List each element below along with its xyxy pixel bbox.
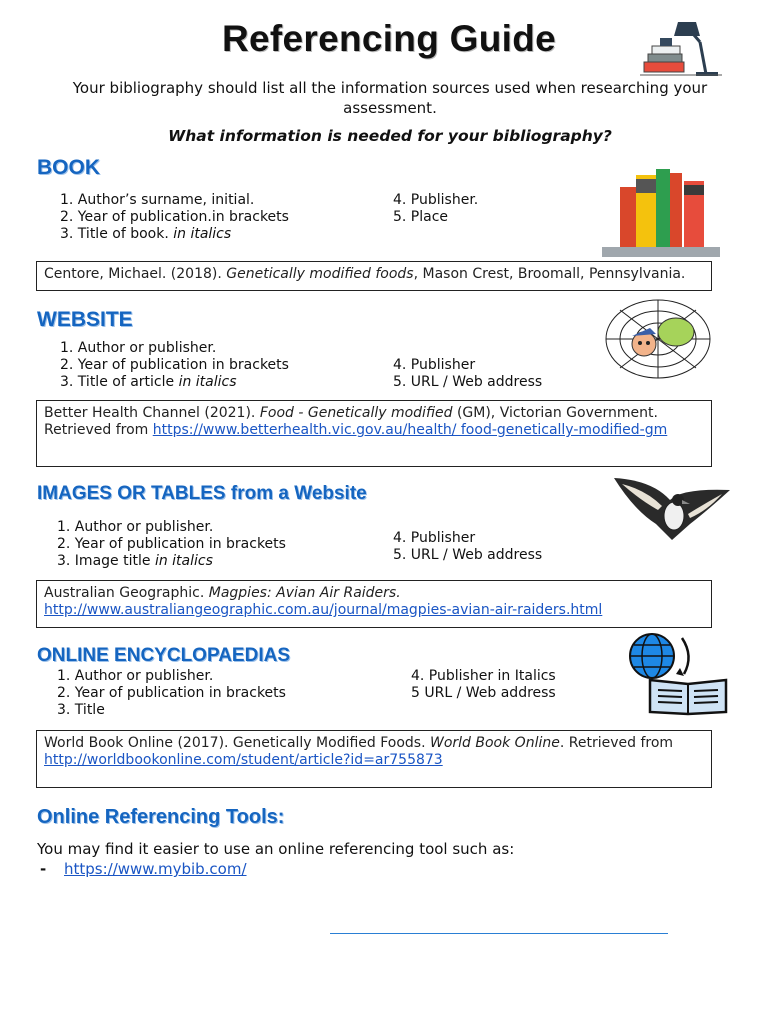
- list-item: 3. Title of book. in italics: [60, 226, 232, 242]
- spider-web-icon: [602, 296, 714, 382]
- mybib-link[interactable]: https://www.mybib.com/: [64, 860, 247, 878]
- list-item: 4. Publisher.: [393, 192, 479, 208]
- question-text: What information is needed for your bibliography?: [168, 127, 612, 145]
- book-heading: BOOK: [37, 156, 100, 179]
- encyclopaedias-list-left: [57, 668, 286, 719]
- website-example-box: Better Health Channel (2021). Food - Genetically modified (GM), Victorian Government. Retrieved from https://www.betterhealth.vic.gov.au/health/ food-genetically-modified-gm: [36, 400, 712, 467]
- book-example-box: Centore, Michael. (2018). Genetically modified foods, Mason Crest, Broomall, Pennsylvania.: [36, 261, 712, 291]
- globe-book-icon: [618, 628, 730, 716]
- encyclopaedias-heading: ONLINE ENCYCLOPAEDIAS: [37, 645, 291, 666]
- book-list-left: [60, 192, 289, 243]
- website-list-left: [60, 340, 289, 391]
- list-item: 2. Year of publication in brackets: [57, 536, 286, 552]
- list-item: 5 URL / Web address: [411, 685, 556, 701]
- list-item: 1. Author or publisher.: [57, 668, 214, 684]
- list-item: 3. Title: [57, 702, 105, 718]
- list-item: 5. URL / Web address: [393, 547, 543, 563]
- website-heading: WEBSITE: [37, 308, 133, 331]
- list-item: 2. Year of publication in brackets: [57, 685, 286, 701]
- list-item: 4. Publisher: [393, 530, 476, 546]
- dash-bullet: -: [40, 860, 47, 878]
- tools-text: You may find it easier to use an online referencing tool such as:: [37, 840, 515, 858]
- images-example-box: Australian Geographic. Magpies: Avian Air Raiders. http://www.australiangeographic.com.au/journal/magpies-avian-air-raiders.html: [36, 580, 712, 628]
- list-item: 4. Publisher: [393, 357, 476, 373]
- australiangeographic-link[interactable]: http://www.australiangeographic.com.au/journal/magpies-avian-air-raiders.html: [44, 602, 603, 618]
- magpie-icon: [612, 470, 732, 550]
- list-item: 1. Author or publisher.: [57, 519, 214, 535]
- betterhealth-link[interactable]: https://www.betterhealth.vic.gov.au/health/ food-genetically-modified-gm: [152, 422, 668, 438]
- desk-lamp-icon: [640, 18, 722, 78]
- images-list-left: [57, 519, 286, 570]
- intro-text: Your bibliography should list all the information sources used when researching your assessment.: [72, 79, 708, 117]
- tools-list-item: [40, 860, 247, 878]
- encyclopaedias-list-right: [411, 668, 556, 702]
- images-list-right: [393, 530, 542, 564]
- list-item: 1. Author or publisher.: [60, 340, 217, 356]
- website-list-right: [393, 357, 542, 391]
- list-item: 2. Year of publication in brackets: [60, 357, 289, 373]
- images-heading: IMAGES OR TABLES from a Website: [37, 483, 367, 504]
- list-item: 2. Year of publication.in brackets: [60, 209, 289, 225]
- page-title: Referencing Guide: [221, 18, 557, 59]
- list-item: 1. Author’s surname, initial.: [60, 192, 255, 208]
- list-item: 3. Image title in italics: [57, 553, 213, 569]
- encyclopaedias-example-box: World Book Online (2017). Genetically Modified Foods. World Book Online. Retrieved from http://worldbookonline.com/student/article?id=ar755873: [36, 730, 712, 788]
- list-item: 3. Title of article in italics: [60, 374, 237, 390]
- divider-line: [330, 933, 668, 934]
- book-list-right: [393, 192, 478, 226]
- worldbook-link[interactable]: http://worldbookonline.com/student/article?id=ar755873: [44, 752, 443, 768]
- list-item: 4. Publisher in Italics: [411, 668, 556, 684]
- tools-heading: Online Referencing Tools:: [37, 806, 285, 828]
- books-on-shelf-icon: [600, 165, 722, 259]
- list-item: 5. Place: [393, 209, 449, 225]
- list-item: 5. URL / Web address: [393, 374, 543, 390]
